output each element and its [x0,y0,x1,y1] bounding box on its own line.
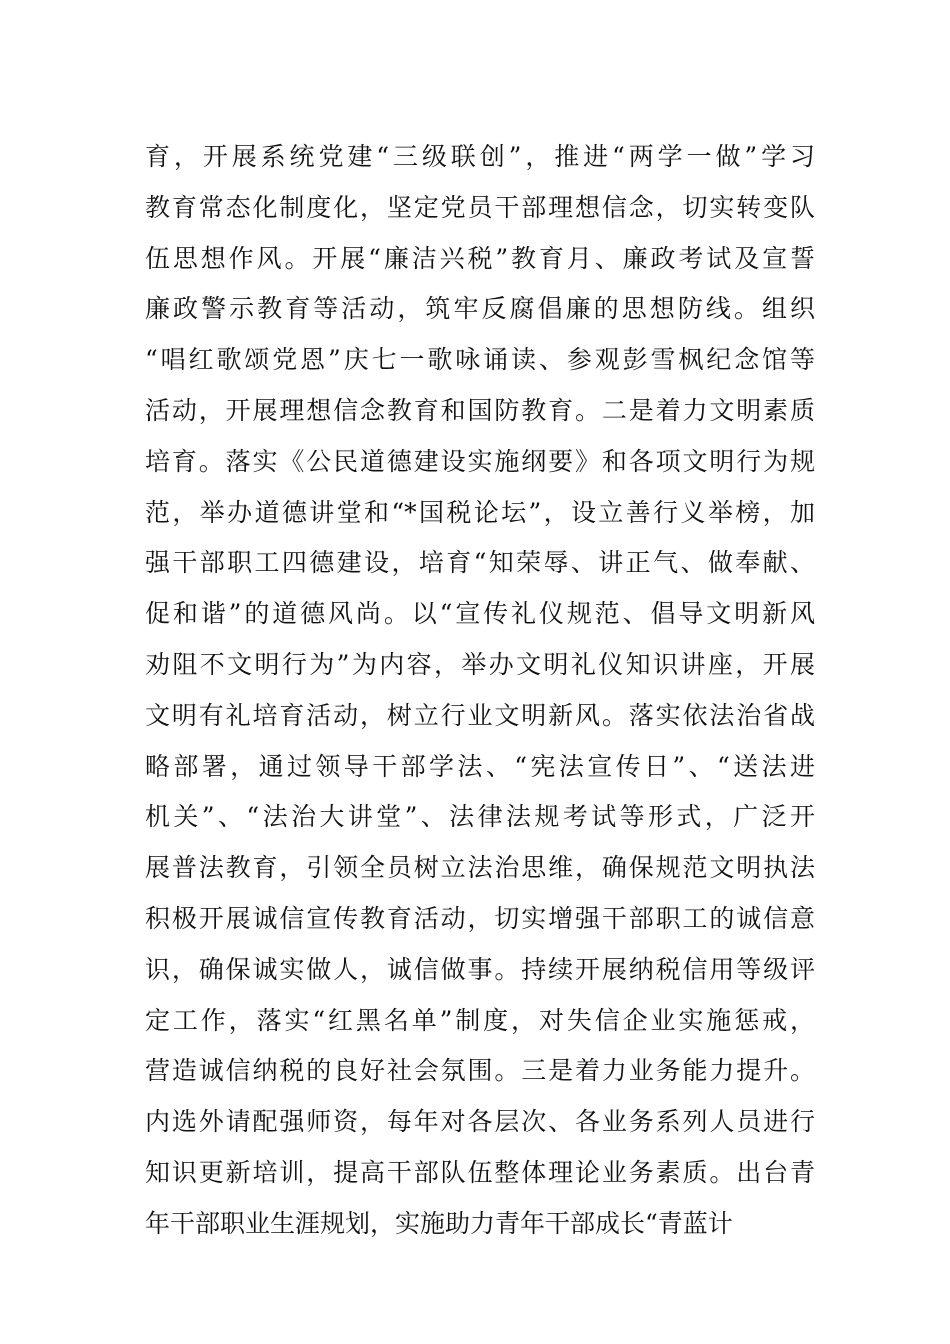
body-text [145,132,815,1250]
text-line-11: 劝阻不文明行为”为内容，举办文明礼仪知识讲座，开展 [145,649,815,679]
text-line-2: 教育常态化制度化，坚定党员干部理想信念，切实转变队 [145,192,815,222]
text-line-6: 活动，开展理想信念教育和国防教育。二是着力文明素质 [145,395,815,425]
text-line-16: 积极开展诚信宣传教育活动，切实增强干部职工的诚信意 [145,903,815,933]
text-line-21: 知识更新培训，提高干部队伍整体理论业务素质。出台青 [145,1157,815,1187]
text-line-22: 年干部职业生涯规划，实施助力青年干部成长“青蓝计 [145,1208,733,1238]
text-line-5: “唱红歌颂党恩”庆七一歌咏诵读、参观彭雪枫纪念馆等 [145,345,815,375]
text-line-18: 定工作，落实“红黑名单”制度，对失信企业实施惩戒， [145,1005,815,1035]
text-line-19: 营造诚信纳税的良好社会氛围。三是着力业务能力提升。 [145,1056,815,1086]
text-line-15: 展普法教育，引领全员树立法治思维，确保规范文明执法 [145,853,815,883]
text-line-9: 强干部职工四德建设，培育“知荣辱、讲正气、做奉献、 [145,548,815,578]
text-line-3: 伍思想作风。开展“廉洁兴税”教育月、廉政考试及宣誓 [145,243,815,273]
text-line-4: 廉政警示教育等活动，筑牢反腐倡廉的思想防线。组织 [145,294,815,324]
text-line-7: 培育。落实《公民道德建设实施纲要》和各项文明行为规 [145,446,815,476]
text-line-12: 文明有礼培育活动，树立行业文明新风。落实依法治省战 [145,700,815,730]
text-line-8: 范，举办道德讲堂和“*国税论坛”，设立善行义举榜，加 [145,497,815,527]
text-line-13: 略部署，通过领导干部学法、“宪法宣传日”、“送法进 [145,751,815,781]
text-line-1: 育，开展系统党建“三级联创”，推进“两学一做”学习 [145,142,815,171]
text-line-14: 机关”、“法治大讲堂”、法律法规考试等形式，广泛开 [145,802,815,832]
text-line-17: 识，确保诚实做人，诚信做事。持续开展纳税信用等级评 [145,954,815,984]
text-line-20: 内选外请配强师资，每年对各层次、各业务系列人员进行 [145,1107,815,1137]
text-line-10: 促和谐”的道德风尚。以“宣传礼仪规范、倡导文明新风 [145,599,815,629]
